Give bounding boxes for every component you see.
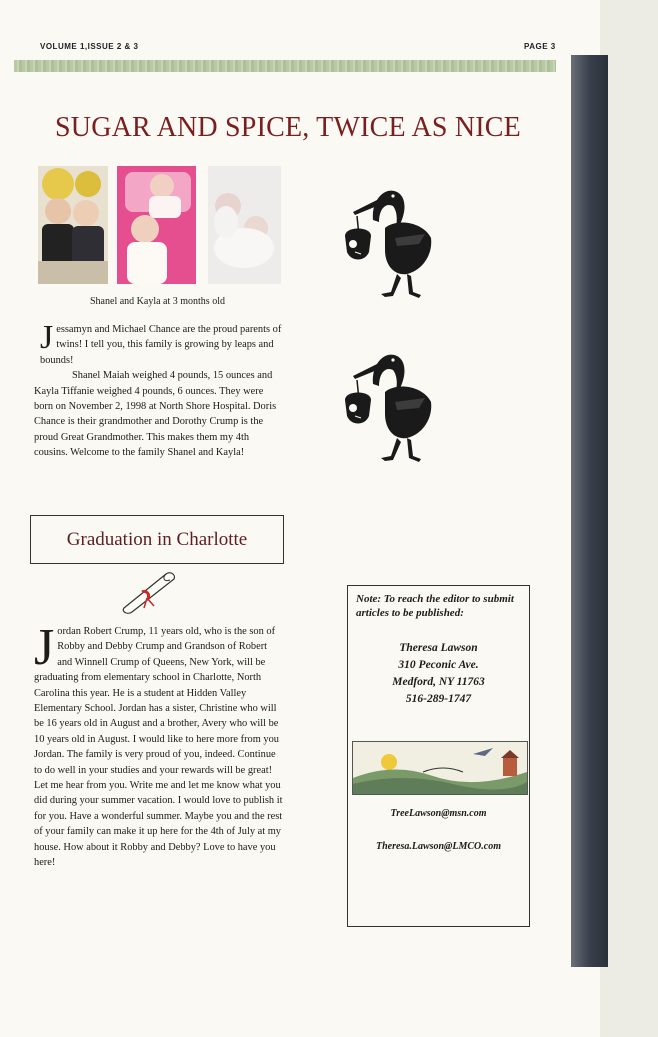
editor-email-2: Theresa.Lawson@LMCO.com — [376, 841, 501, 852]
birth-article — [34, 319, 284, 461]
editor-email-1: TreeLawson@msn.com — [390, 808, 487, 819]
twins-photo-sunflower — [38, 166, 108, 284]
graduation-body: ordan Robert Crump, 11 years old, who is the son of Robby and Debby Crump and Grandson of Robert and Winnell Crump of Queens, New York, will be graduating from elementary school in Charlotte, North Carolina this year. He is a student at Hidden Valley Elementary School. Jordan has a sister, Christine who will be 16 years old in August and a brother, Avery who will be 10 years old in August. I would like to here more from you Jordan. The family is very proud of you, indeed. Continue to do well in your studies and your rewards will be great! Let me hear from you. Write me and let me know what you did during your summer vacation. I would love to publish it for you. Have a wonderful summer. Maybe you and the rest of your family can make it up here for the 4th of July at my house. How about it Robby and Debby? Love to have you here! — [34, 626, 283, 869]
editor-street: 310 Peconic Ave. — [398, 659, 479, 671]
twins-photo-white — [208, 166, 281, 284]
stork-icon — [335, 342, 435, 472]
editor-name: Theresa Lawson — [399, 642, 478, 654]
drop-cap: J — [40, 319, 54, 356]
farm-scene-illustration — [352, 741, 528, 795]
editor-phone: 516-289-1747 — [405, 693, 472, 705]
page-number: PAGE 3 — [524, 42, 556, 51]
twins-photo-pink — [117, 166, 196, 284]
stork-icon — [335, 178, 435, 308]
note-intro: Note: To reach the editor to submit articles to be published: — [356, 593, 514, 619]
graduation-heading-box — [30, 515, 284, 564]
editor-city: Medford, NY 11763 — [392, 676, 485, 688]
header-band — [14, 60, 556, 72]
blue-binding-strip — [571, 55, 608, 967]
graduation-heading: Graduation in Charlotte — [66, 528, 248, 550]
birth-article-lead: essamyn and Michael Chance are the proud parents of twins! I tell you, this family is growing by leaps and bounds! — [40, 324, 282, 366]
volume-label: VOLUME 1,ISSUE 2 & 3 — [40, 42, 139, 51]
diploma-icon — [118, 568, 180, 614]
birth-article-body: Shanel Maiah weighed 4 pounds, 15 ounces and Kayla Tiffanie weighed 4 pounds, 6 ounces. They were born on November 2, 1998 at North Shore Hospital. Doris Chance is their grandmother and Dorothy Crump is the proud Great Grandmother. This makes them my 4th cousins. Welcome to the family Shanel and Kayla! — [34, 370, 277, 459]
photo-caption: Shanel and Kayla at 3 months old — [90, 296, 225, 307]
binding-edge — [600, 0, 658, 1037]
article-title: SUGAR AND SPICE, TWICE AS NICE — [55, 112, 521, 143]
graduation-drop-cap: J — [34, 619, 55, 676]
graduation-article — [34, 619, 284, 871]
